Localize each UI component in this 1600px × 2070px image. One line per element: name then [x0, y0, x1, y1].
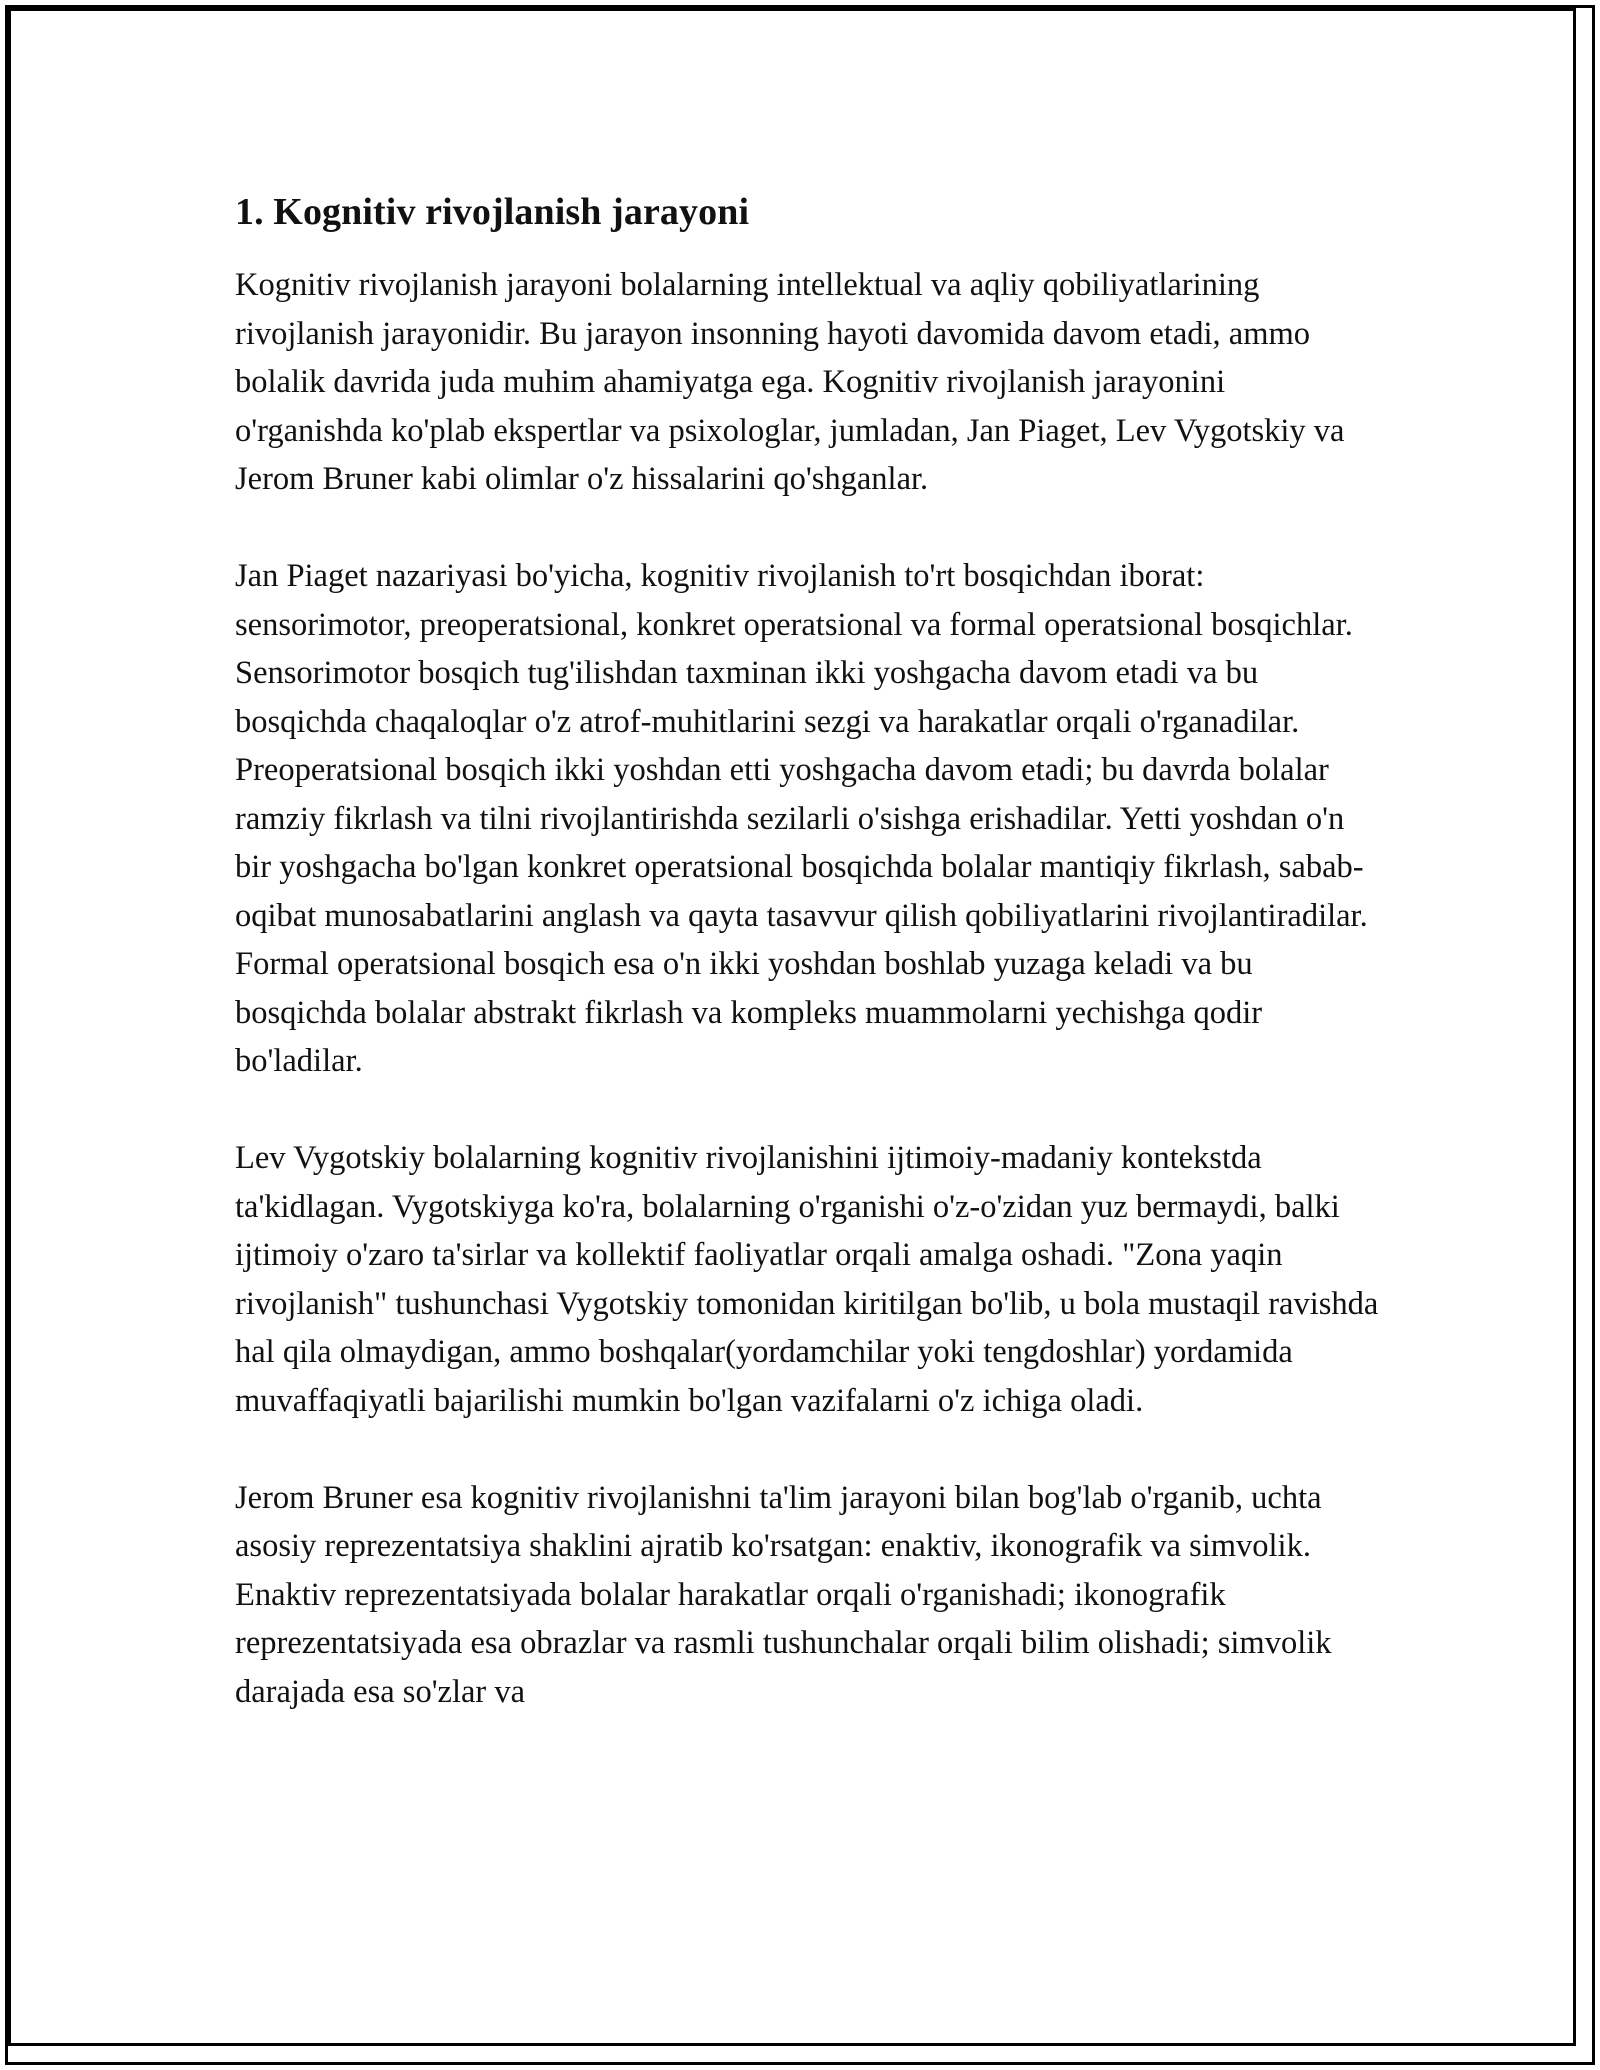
paragraph-vygotsky: Lev Vygotskiy bolalarning kognitiv rivojlanishini ijtimoiy-madaniy kontekstda ta'kidlagan. Vygotskiyga ko'ra, bolalarning o'rganishi o'z-o'zidan yuz bermaydi, balki ijtimoiy o'zaro ta'sirlar va kollektif faoliyatlar orqali amalga oshadi. "Zona yaqin rivojlanish" tushunchasi Vygotskiy tomonidan kiritilgan bo'lib, u bola mustaqil ravishda hal qila olmaydigan, ammo boshqalar(yordamchilar yoki tengdoshlar) yordamida muvaffaqiyatli bajarilishi mumkin bo'lgan vazifalarni o'z ichiga oladi. — [235, 1140, 1379, 1419]
paragraph-piaget: Jan Piaget nazariyasi bo'yicha, kognitiv rivojlanish to'rt bosqichdan iborat: sensorimotor, preoperatsional, konkret operatsional va formal operatsional bosqichlar. Sensorimotor bosqich tug'ilishdan taxminan ikki yoshgacha davom etadi va bu bosqichda chaqaloqlar o'z atrof-muhitlarini sezgi va harakatlar orqali o'rganadilar. Preoperatsional bosqich ikki yoshdan etti yoshgacha davom etadi; bu davrda bolalar ramziy fikrlash va tilni rivojlantirishda sezilarli o'sishga erishadilar. Yetti yoshdan o'n bir yoshgacha bo'lgan konkret operatsional bosqichda bolalar mantiqiy fikrlash, sabab-oqibat munosabatlarini anglash va qayta tasavvur qilish qobiliyatlarini rivojlantiradilar. Formal operatsional bosqich esa o'n ikki yoshdan boshlab yuzaga keladi va bu bosqichda bolalar abstrakt fikrlash va kompleks muammolarni yechishga qodir bo'ladilar. — [235, 558, 1368, 1079]
section-heading: 1. Kognitiv rivojlanish jarayoni — [235, 191, 750, 233]
paragraph-intro: Kognitiv rivojlanish jarayoni bolalarning intellektual va aqliy qobiliyatlarining rivojlanish jarayonidir. Bu jarayon insonning hayoti davomida davom etadi, ammo bolalik davrida juda muhim ahamiyatga ega. Kognitiv rivojlanish jarayonini o'rganishda ko'plab ekspertlar va psixologlar, jumladan, Jan Piaget, Lev Vygotskiy va Jerom Bruner kabi olimlar o'z hissalarini qo'shganlar. — [235, 267, 1345, 497]
document-body — [235, 188, 1380, 1716]
paragraph-bruner: Jerom Bruner esa kognitiv rivojlanishni ta'lim jarayoni bilan bog'lab o'rganib, uchta asosiy reprezentatsiya shaklini ajratib ko'rsatgan: enaktiv, ikonografik va simvolik. Enaktiv reprezentatsiyada bolalar harakatlar orqali o'rganishadi; ikonografik reprezentatsiyada esa obrazlar va rasmli tushunchalar orqali bilim olishadi; simvolik darajada esa so'zlar va — [235, 1479, 1332, 1710]
